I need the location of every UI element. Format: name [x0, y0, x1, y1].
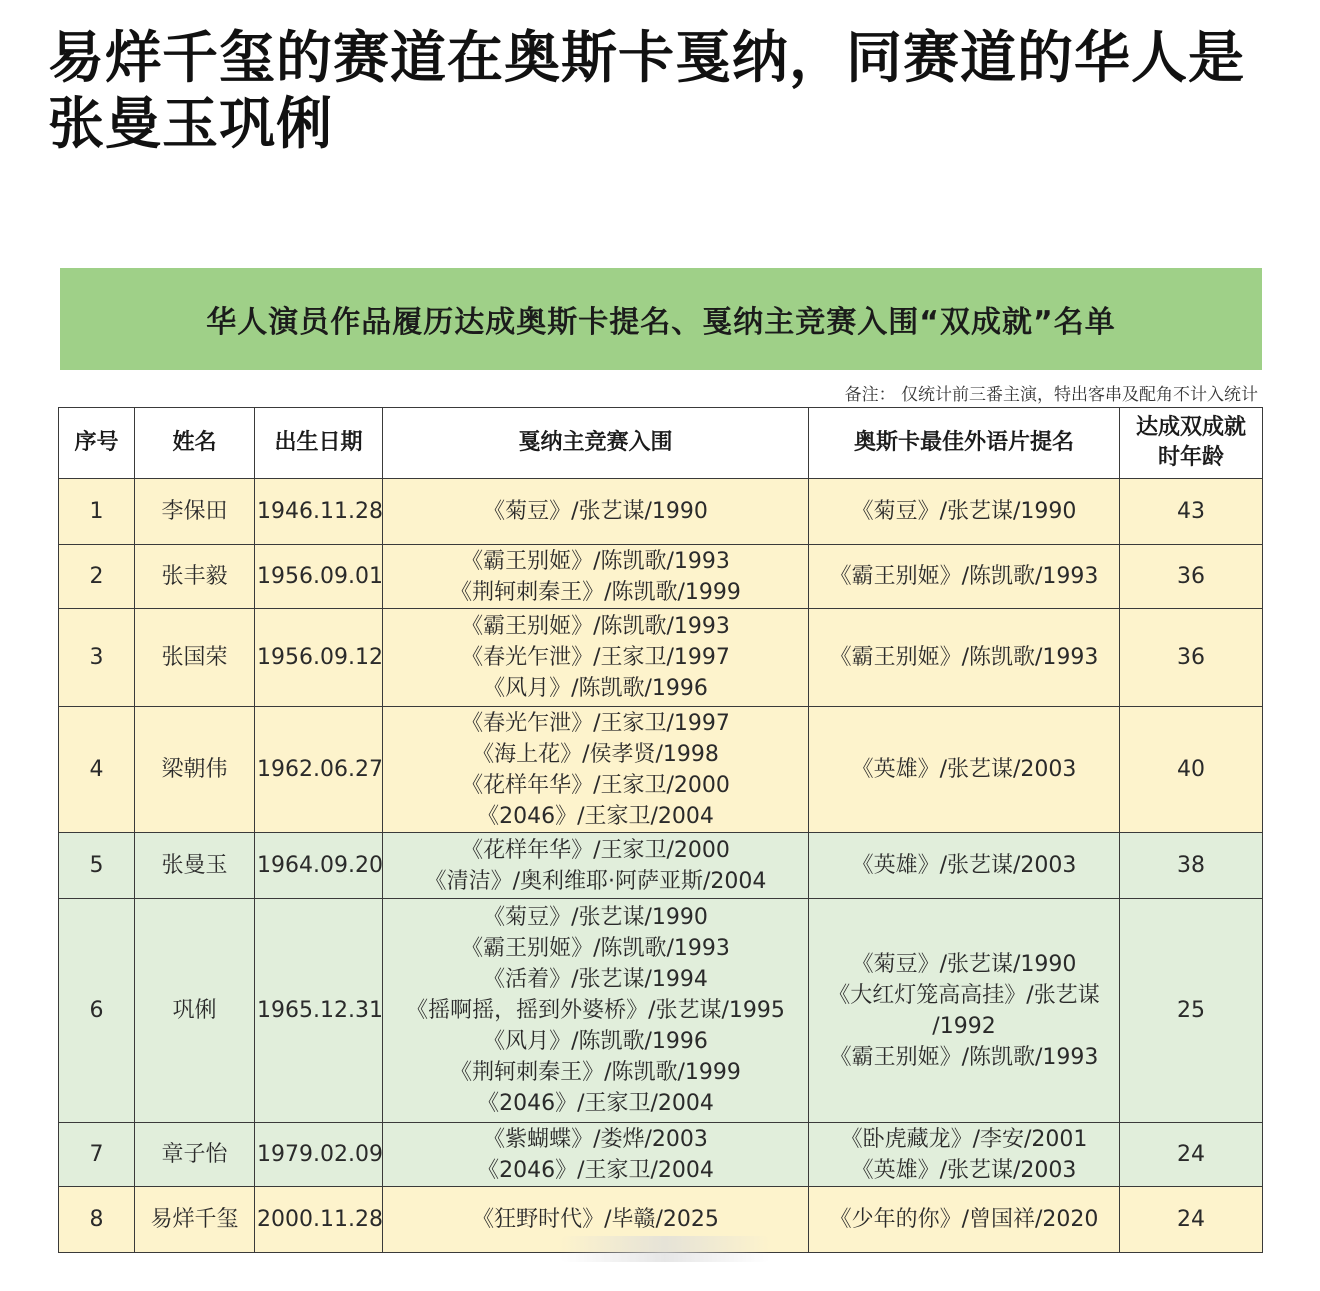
cannes-film-entry: 《2046》/王家卫/2004 [477, 1157, 714, 1183]
cell-age: 24 [1120, 1123, 1263, 1187]
cell-index: 2 [59, 545, 135, 609]
cell-name: 梁朝伟 [135, 707, 255, 833]
cell-name: 李保田 [135, 479, 255, 545]
cell-oscar [809, 545, 1120, 609]
oscar-film-entry: 《英雄》/张艺谋/2003 [851, 853, 1077, 878]
oscar-film-entry: 《菊豆》/张艺谋/1990 [851, 951, 1077, 977]
cannes-film-entry: 《狂野时代》/毕赣/2025 [472, 1207, 719, 1232]
cell-index: 5 [59, 833, 135, 899]
cannes-film-entry: 《风月》/陈凯歌/1996 [483, 676, 708, 701]
cannes-film-entry: 《荆轲刺秦王》/陈凯歌/1999 [450, 1060, 741, 1085]
cannes-film-entry: 《荆轲刺秦王》/陈凯歌/1999 [450, 579, 741, 605]
cell-oscar [809, 707, 1120, 833]
table-header-row [59, 408, 1263, 479]
cell-birth: 1965.12.31 [255, 899, 383, 1123]
cell-birth: 1946.11.28 [255, 479, 383, 545]
cell-oscar [809, 1123, 1120, 1187]
cell-cannes [383, 545, 809, 609]
cell-birth: 1956.09.12 [255, 609, 383, 707]
cannes-film-entry: 《2046》/王家卫/2004 [477, 803, 714, 829]
oscar-film-entry: 《大红灯笼高高挂》/张艺谋 [828, 982, 1100, 1008]
oscar-film-entry: 《霸王别姬》/陈凯歌/1993 [829, 564, 1099, 589]
cell-birth: 2000.11.28 [255, 1187, 383, 1253]
cell-index: 4 [59, 707, 135, 833]
cannes-film-entry: 《霸王别姬》/陈凯歌/1993 [461, 548, 730, 574]
cell-name: 章子怡 [135, 1123, 255, 1187]
cell-index: 1 [59, 479, 135, 545]
cell-name: 张曼玉 [135, 833, 255, 899]
cell-age: 24 [1120, 1187, 1263, 1253]
table-row [59, 609, 1263, 707]
cell-index: 8 [59, 1187, 135, 1253]
cannes-film-entry: 《春光乍泄》/王家卫/1997 [461, 710, 730, 736]
cannes-film-entry: 《霸王别姬》/陈凯歌/1993 [461, 614, 730, 639]
table-row [59, 1123, 1263, 1187]
header-index: 序号 [59, 408, 135, 479]
cell-index: 3 [59, 609, 135, 707]
cell-name: 张国荣 [135, 609, 255, 707]
cell-name: 巩俐 [135, 899, 255, 1123]
cell-oscar [809, 899, 1120, 1123]
cell-birth: 1979.02.09 [255, 1123, 383, 1187]
oscar-film-entry: 《霸王别姬》/陈凯歌/1993 [829, 645, 1099, 670]
header-age-line-1: 达成双成就 [1135, 415, 1246, 440]
table-row [59, 545, 1263, 609]
table-row [59, 479, 1263, 545]
table-row [59, 899, 1263, 1123]
cell-age: 43 [1120, 479, 1263, 545]
cell-birth: 1956.09.01 [255, 545, 383, 609]
table-row [59, 833, 1263, 899]
cannes-film-entry: 《2046》/王家卫/2004 [477, 1091, 714, 1116]
cell-birth: 1964.09.20 [255, 833, 383, 899]
cell-oscar [809, 1187, 1120, 1253]
oscar-film-entry: 《英雄》/张艺谋/2003 [851, 1157, 1077, 1183]
banner-title: 华人演员作品履历达成奥斯卡提名、戛纳主竞赛入围“双成就”名单 [206, 305, 1116, 340]
watermark-blur [560, 1236, 770, 1262]
cannes-film-entry: 《摇啊摇，摇到外婆桥》/张艺谋/1995 [406, 998, 785, 1023]
cell-cannes [383, 1123, 809, 1187]
header-name: 姓名 [135, 408, 255, 479]
oscar-film-entry: 《卧虎藏龙》/李安/2001 [840, 1126, 1088, 1152]
cannes-film-entry: 《菊豆》/张艺谋/1990 [483, 905, 708, 930]
cell-cannes [383, 899, 809, 1123]
cell-age: 38 [1120, 833, 1263, 899]
cell-cannes [383, 833, 809, 899]
cell-oscar [809, 609, 1120, 707]
cell-age: 36 [1120, 609, 1263, 707]
cannes-film-entry: 《霸王别姬》/陈凯歌/1993 [461, 936, 730, 961]
oscar-film-entry: 《霸王别姬》/陈凯歌/1993 [829, 1044, 1099, 1070]
cell-age: 36 [1120, 545, 1263, 609]
cell-birth: 1962.06.27 [255, 707, 383, 833]
cell-cannes [383, 479, 809, 545]
header-age [1120, 408, 1263, 479]
table-body [59, 479, 1263, 1253]
oscar-film-entry: 《菊豆》/张艺谋/1990 [851, 499, 1077, 524]
cell-name: 张丰毅 [135, 545, 255, 609]
post-title: 易烊千玺的赛道在奥斯卡戛纳，同赛道的华人是张曼玉巩俐 [48, 26, 1245, 157]
table-row [59, 707, 1263, 833]
oscar-film-entry: 《英雄》/张艺谋/2003 [851, 757, 1077, 782]
table-banner [60, 268, 1262, 370]
achievement-table [58, 407, 1263, 1253]
cannes-film-entry: 《清洁》/奥利维耶·阿萨亚斯/2004 [424, 868, 767, 894]
cell-oscar [809, 479, 1120, 545]
cell-cannes [383, 707, 809, 833]
cannes-film-entry: 《春光乍泄》/王家卫/1997 [461, 645, 730, 670]
header-birth: 出生日期 [255, 408, 383, 479]
table-note: 备注： 仅统计前三番主演，特出客串及配角不计入统计 [844, 385, 1258, 405]
cannes-film-entry: 《海上花》/侯孝贤/1998 [472, 741, 719, 767]
cell-cannes [383, 609, 809, 707]
cannes-film-entry: 《菊豆》/张艺谋/1990 [483, 499, 708, 524]
header-oscar: 奥斯卡最佳外语片提名 [809, 408, 1120, 479]
cell-age: 40 [1120, 707, 1263, 833]
header-age-line-2: 时年龄 [1157, 445, 1224, 470]
cannes-film-entry: 《紫蝴蝶》/娄烨/2003 [483, 1126, 708, 1152]
cell-index: 7 [59, 1123, 135, 1187]
header-cannes: 戛纳主竞赛入围 [383, 408, 809, 479]
cannes-film-entry: 《活着》/张艺谋/1994 [483, 967, 708, 992]
oscar-film-entry: /1992 [932, 1013, 996, 1039]
cell-oscar [809, 833, 1120, 899]
cell-age: 25 [1120, 899, 1263, 1123]
cell-index: 6 [59, 899, 135, 1123]
cannes-film-entry: 《风月》/陈凯歌/1996 [483, 1029, 708, 1054]
cell-name: 易烊千玺 [135, 1187, 255, 1253]
oscar-film-entry: 《少年的你》/曾国祥/2020 [829, 1207, 1099, 1232]
cannes-film-entry: 《花样年华》/王家卫/2000 [461, 837, 730, 863]
cannes-film-entry: 《花样年华》/王家卫/2000 [461, 772, 730, 798]
